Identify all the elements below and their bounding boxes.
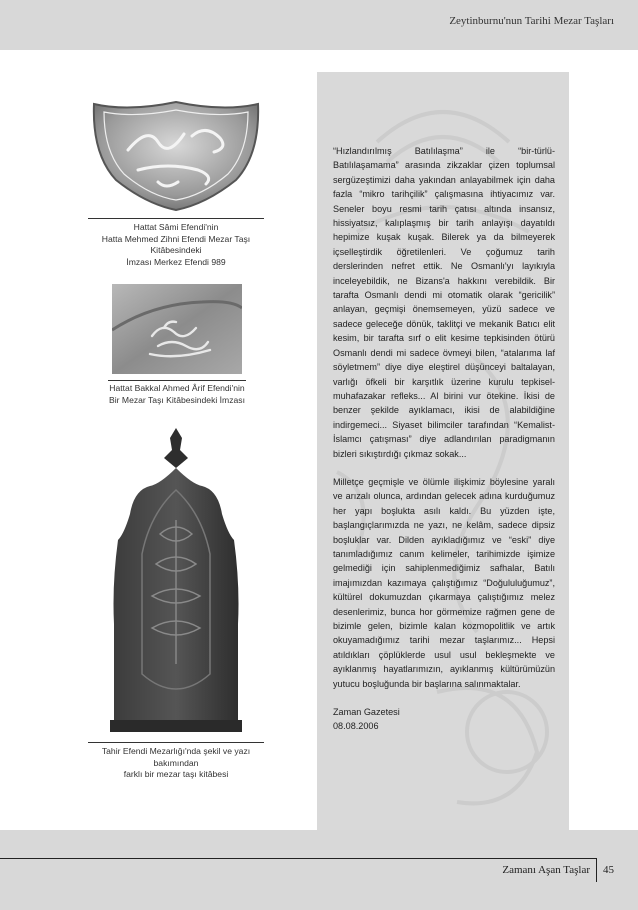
caption-line: farklı bir mezar taşı kitâbesi: [123, 769, 229, 779]
figure-caption-2: [90, 383, 264, 406]
tombstone-image: [90, 424, 262, 736]
carved-signature-image: [112, 284, 242, 374]
header-band: [0, 0, 638, 50]
caption-line: İmzası Merkez Efendi 989: [126, 256, 226, 267]
figure-caption-3: [80, 746, 272, 781]
caption-rule: [88, 742, 264, 743]
footer-rule: [0, 858, 596, 859]
footer-separator: [596, 858, 597, 882]
source-date: 08.08.2006: [333, 721, 379, 732]
article-body: [333, 144, 555, 734]
running-header-title: Zeytinburnu'nun Tarihi Mezar Taşları: [449, 15, 614, 27]
figure-caption-1: [82, 222, 270, 268]
source-name: Zaman Gazetesi: [333, 707, 400, 718]
caption-line: Hattat Sâmi Efendi'nin: [133, 222, 219, 232]
caption-line: Hatta Mehmed Zihni Efendi Mezar Taşı Kitâbesindeki: [101, 233, 251, 255]
caption-line: Tahir Efendi Mezarlığı'nda şekil ve yazı bakımından: [101, 746, 251, 768]
caption-rule: [108, 380, 246, 381]
page-number: 45: [603, 864, 614, 876]
shield-seal-image: [88, 96, 264, 212]
caption-line: Bir Mezar Taşı Kitâbesindeki İmzası: [109, 394, 245, 405]
article-paragraph: “Hızlandırılmış Batılılaşma” ile “bir-türlü-Batılılaşamama” arasında zikzaklar çizen toplumsal sergüzeştimizi daha yakından anlayabilmek için daha fazla “mikro tarihçilik” çalışmasına ihtiyacımız var. Seneler boyu resmi tarih çatısı altında insansız, hissiyatsız, kalıplaşmış bir tarih anlayışı dayatıldı hepimize kuşak kuşak. Bilerek ya da bilmeyerek içselleştirdik öğretilenleri. Ve çoğumuz tarih derslerinden nefret ettik. Ne Osmanlı'yı layıkıyla inceleyebildik, ne Bizans'a hakkını verebildik. Bir tarafta Osmanlı dendi mi otomatik olarak “gericilik” anlayan, geçmişi önemsemeyen, yüzü sadece ve sadece geleceğe dönük, taklitçi ve mekanik Batıcı elit kesim, bir tarafta sırf o elit kesime tepkisinden ötürü Osmanlı dendi mi sadece övmeyi bilen, “atalarıma laf söyletmem” diye diye eleştirel düşünceyi baltalayan, varlığı öfkeli bir karşıtlık üzerine kurulu tepkisel-muhafazakar refleks... Al birini vur ötekine. İkisi de benzer şekilde ayıklamacı, ikisi de alabildiğine indirgemeci... Siyaset bilimciler tarafından “Kemalist-İslamcı çatışması” diye adlandırılan paradigmanın bizleri sıkıştırdığı çıkmaz sokak...: [333, 146, 555, 459]
caption-rule: [88, 218, 264, 219]
footer-book-title: Zamanı Aşan Taşlar: [502, 864, 590, 876]
article-paragraph: Milletçe geçmişle ve ölümle ilişkimiz böylesine yaralı ve arızalı olunca, ardından gelecek adına kurduğumuz her yapı boşlukta asılı kaldı. Bu yüzden işte, başlangıçlarımızda ne yazı, ne kelâm, sadece dipsiz boşluklar var. Dilden ayıkladığımız ve “eski” diye tanımladığımız canım kelimeler, tarihimizde işimize gelmediği için sahiplenmediğimiz safhalar, Batılı imajımızdan kazımaya çalıştığımız “Doğululuğumuz”, kültürel dokumuzdan çıkarmaya çalıştığımız melez desenlerimiz, bunca hor görmemize rağmen gene de bizimle gelen, bizimle kalan kozmopolitlik ve artık okuyamadığımız tarihi mezar taşlarımız... Hepsi atıldıkları çöplüklerde usul usul bekleşmekte ve ayıklanmış hayatlarımızın, ayıklanmış kültürümüzün yutucu boşluğunda bir başlarına salınmaktalar.: [333, 476, 555, 689]
caption-line: Hattat Bakkal Ahmed Ârif Efendi'nin: [109, 383, 245, 393]
